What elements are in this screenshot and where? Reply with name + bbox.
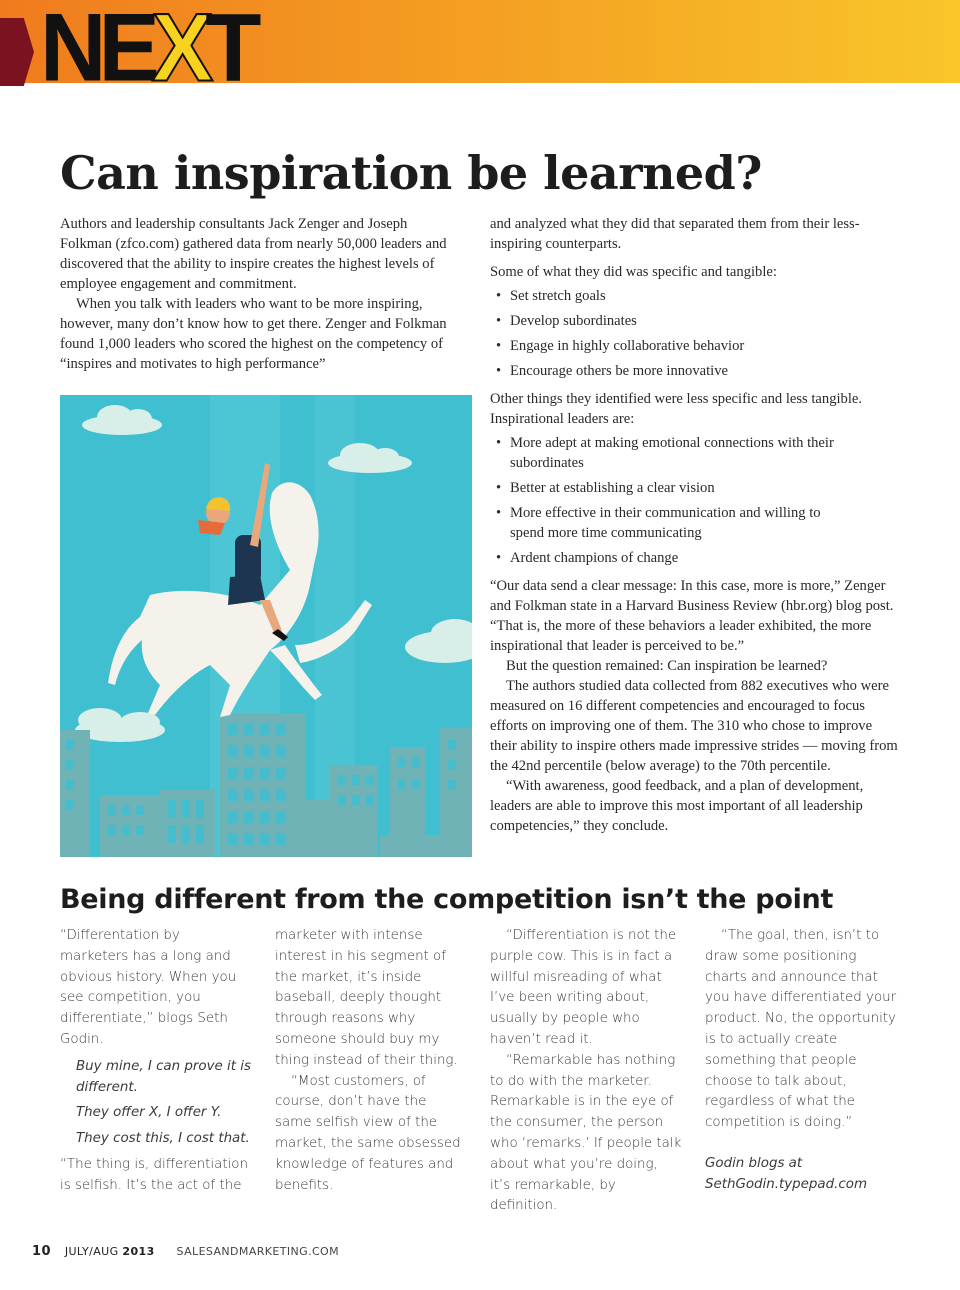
article-paragraph: “With awareness, good feedback, and a plan of development, leaders are able to improve this most important of all leadership competencies,” they conclude. [490, 778, 864, 834]
article-paragraph: Other things they identified were less specific and less tangible. Inspirational leaders are: [490, 391, 863, 427]
sidebar-paragraph: “Remarkable has nothing to do with the marketer. Remarkable is in the eye of the consumer, the person who ‘remarks.’ If people talk about what you’re doing, it’s remarkable, by definition. [490, 1052, 682, 1214]
sidebar-quote: They cost this, I cost that. [76, 1131, 250, 1147]
sidebar-paragraph: “Differentiation is not the purple cow. This is in fact a willful misreading of what I’ve been writing about, usually by people who haven’t read it. [490, 928, 677, 1047]
illustration-svg [60, 395, 472, 857]
next-logo: NEXT [40, 0, 254, 102]
list-item: • Set stretch goals [490, 286, 902, 306]
sidebar-credit: Godin blogs at SethGodin.typepad.com [705, 1155, 867, 1192]
article-column-right [490, 214, 902, 836]
list-item: • Develop subordinates [490, 311, 902, 331]
list-item: • Better at establishing a clear vision [490, 478, 842, 498]
article-column-left [60, 214, 455, 374]
article-paragraph: But the question remained: Can inspiration be learned? [506, 658, 828, 674]
sidebar-paragraph: “The thing is, differentiation is selfish. It’s the act of the [60, 1156, 248, 1193]
article-paragraph: The authors studied data collected from 882 executives who were measured on 16 different competencies and encouraged to focus efforts on improving one of them. The 310 who chose to improve their ability to inspire others made impressive strides — moving from the 42nd percentile (below average) to the 70th percentile. [490, 678, 898, 774]
list-item: • More adept at making emotional connections with their subordinates [490, 433, 842, 473]
page-number: 10 [32, 1244, 51, 1259]
list-item: • Ardent champions of change [490, 548, 842, 568]
page-footer [32, 1244, 339, 1259]
sidebar-column-1 [60, 926, 252, 1197]
article-paragraph: Authors and leadership consultants Jack Zenger and Joseph Folkman (zfco.com) gathered data from nearly 50,000 leaders and discovered that the ability to inspire creates the highest levels of employee engagement and commitment. [60, 216, 447, 292]
sidebar-column-4 [705, 926, 897, 1196]
issue-prefix: JULY/AUG [64, 1245, 123, 1258]
issue-year: 2013 [122, 1245, 155, 1258]
publication-url: SALESANDMARKETING.COM [176, 1245, 339, 1258]
sidebar-title: Being different from the competition isn’t the point [60, 884, 834, 915]
sidebar-column-3 [490, 926, 682, 1217]
article-paragraph: and analyzed what they did that separated them from their less-inspiring counterparts. [490, 216, 860, 252]
article-paragraph: “Our data send a clear message: In this case, more is more,” Zenger and Folkman state in a Harvard Business Review (hbr.org) blog post. “That is, the more of these behaviors a leader exhibited, the more inspirational that leader is perceived to be.” [490, 578, 894, 654]
tangible-behaviors-list [490, 286, 902, 381]
list-item: • More effective in their communication and willing to spend more time communicating [490, 503, 842, 543]
sidebar-quote: They offer X, I offer Y. [76, 1105, 222, 1121]
article-paragraph: When you talk with leaders who want to be more inspiring, however, many don’t know how to get there. Zenger and Folkman found 1,000 leaders who scored the highest on the competency of “inspires and motivates to high performance” [60, 296, 447, 372]
list-item: • Encourage others be more innovative [490, 361, 902, 381]
rider-on-white-horse-illustration [60, 395, 472, 857]
sidebar-column-2 [275, 926, 467, 1196]
article-title: Can inspiration be learned? [60, 146, 762, 200]
list-item: • Engage in highly collaborative behavior [490, 336, 902, 356]
intangible-behaviors-list [490, 433, 902, 568]
sidebar-paragraph: marketer with intense interest in his segment of the market, it’s inside baseball, deeply thought through reasons why someone should buy my thing instead of their thing. [275, 928, 458, 1068]
article-paragraph: Some of what they did was specific and tangible: [490, 264, 777, 280]
sidebar-quote: Buy mine, I can prove it is different. [76, 1058, 251, 1095]
sidebar-paragraph: “Differentation by marketers has a long and obvious history. When you see competition, you differentiate,” blogs Seth Godin. [60, 928, 237, 1047]
sidebar-paragraph: “The goal, then, isn’t to draw some positioning charts and announce that you have differentiated your product. No, the opportunity is to actually create something that people choose to talk about, regardless of what the competition is doing.” [705, 928, 897, 1131]
sidebar-paragraph: “Most customers, of course, don’t have the same selfish view of the market, the same obsessed knowledge of features and benefits. [275, 1073, 461, 1193]
